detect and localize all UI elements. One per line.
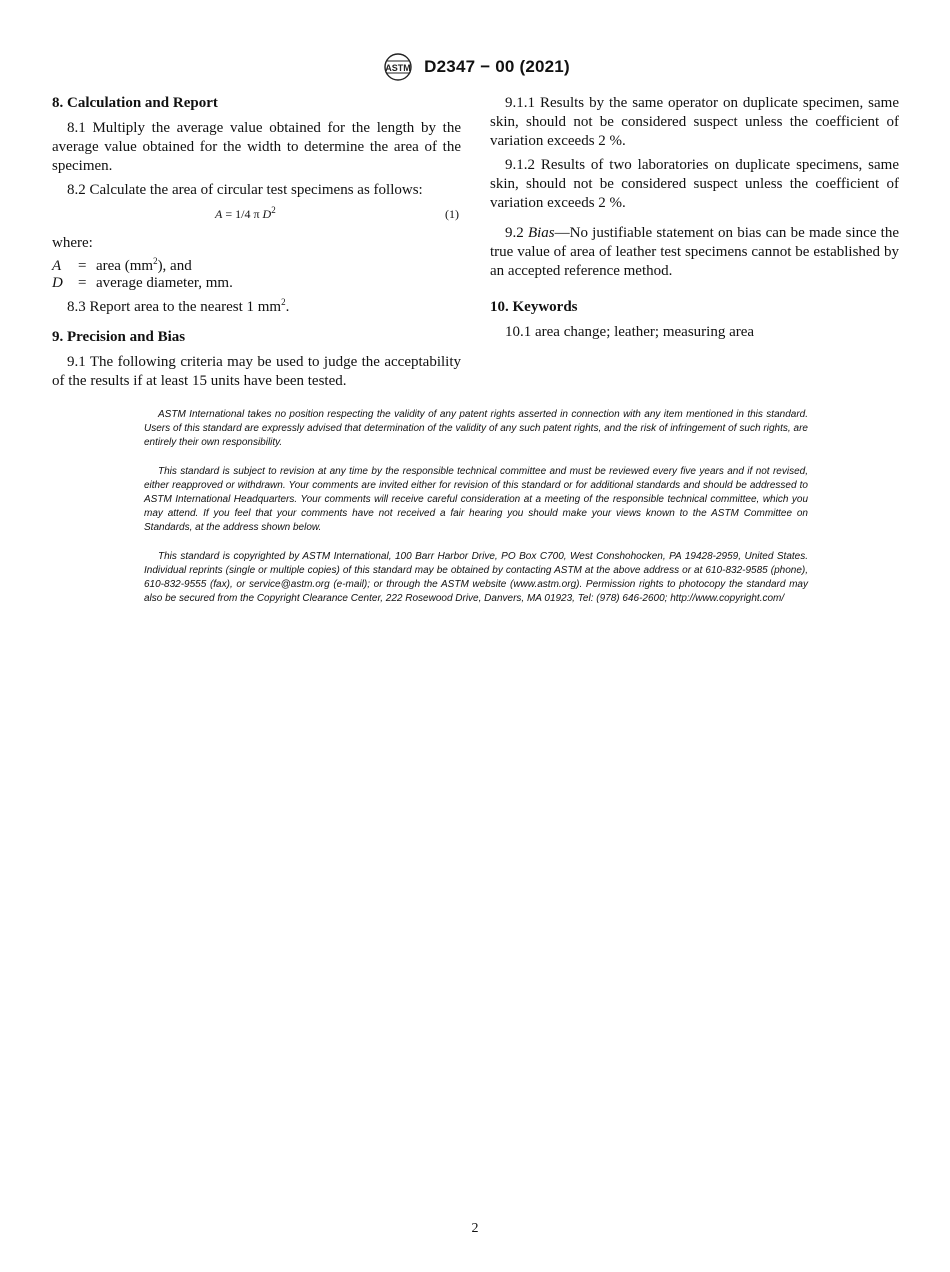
paragraph-9-1-2: 9.1.2 Results of two laboratories on duplicate specimens, same skin, should not be considered suspect unless the coefficient of variation exceeds 2 %. [490, 157, 899, 211]
section-9-heading: 9. Precision and Bias [52, 329, 186, 345]
definition-row: A = area $(mm^2)$, and [52, 256, 192, 274]
where-label: where: [52, 235, 93, 251]
equation-formula: A = 1/4 π $D^2$ [215, 205, 276, 221]
page-number: 2 [471, 1221, 479, 1236]
variable-definitions [52, 258, 461, 292]
paragraph-9-1: 9.1 The following criteria may be used to judge the acceptability of the results if at least 15 units have been tested. [52, 354, 461, 389]
definition-row: D = average diameter, mm. [52, 275, 233, 291]
left-column [52, 94, 461, 396]
paragraph-10-1: 10.1 area change; leather; measuring area [505, 324, 755, 340]
legal-notices [144, 408, 808, 621]
standard-designation: D2347 − 00 (2021) [424, 57, 570, 76]
copyright-notice: This standard is copyrighted by ASTM International, 100 Barr Harbor Drive, PO Box C700, West Conshohocken, PA 19428-2959, United States. Individual reprints (single or multiple copies) of this standard may be obtained by contacting ASTM at the above address or at 610-832-9585 (phone), 610-832-9555 (fax), or service@astm.org (e-mail); or through the ASTM website (www.astm.org). Permission rights to photocopy the standard may also be secured from the Copyright Clearance Center, 222 Rosewood Drive, Danvers, MA 01923, Tel: (978) 646-2600; http://www.copyright.com/ [144, 551, 808, 604]
section-10-heading: 10. Keywords [490, 299, 578, 315]
page-header [0, 52, 950, 87]
section-8-heading: 8. Calculation and Report [52, 95, 218, 111]
paragraph-8-2: 8.2 Calculate the area of circular test specimens as follows: [67, 182, 423, 198]
equation-number: (1) [445, 207, 459, 221]
right-column [490, 94, 899, 347]
paragraph-8-3: 8.3 Report area to the nearest 1 $mm^2$. [67, 297, 290, 315]
equation-1 [52, 205, 461, 224]
patent-notice: ASTM International takes no position respecting the validity of any patent rights asserted in connection with any item mentioned in this standard. Users of this standard are expressly advised that determination of the validity of any such patent rights, and the risk of infringement of such rights, are entirely their own responsibility. [144, 409, 808, 448]
astm-logo-icon [380, 52, 416, 82]
revision-notice: This standard is subject to revision at any time by the responsible technical committee and must be reviewed every five years and if not revised, either reapproved or withdrawn. Your comments are invited either for revision of this standard or for additional standards and should be addressed to ASTM International Headquarters. Your comments will receive careful consideration at a meeting of the responsible technical committee, which you may attend. If you feel that your comments have not received a fair hearing you should make your views known to the ASTM Committee on Standards, at the address shown below. [144, 466, 808, 533]
paragraph-9-1-1: 9.1.1 Results by the same operator on duplicate specimen, same skin, should not be considered suspect unless the coefficient of variation exceeds 2 %. [490, 95, 899, 149]
svg-text:ASTM: ASTM [385, 63, 411, 73]
paragraph-9-2: 9.2 Bias—No justifiable statement on bias can be made since the true value of area of leather test specimens cannot be established by an accepted reference method. [490, 225, 900, 279]
paragraph-8-1: 8.1 Multiply the average value obtained for the length by the average value obtained for the width to determine the area of the specimen. [52, 120, 461, 174]
